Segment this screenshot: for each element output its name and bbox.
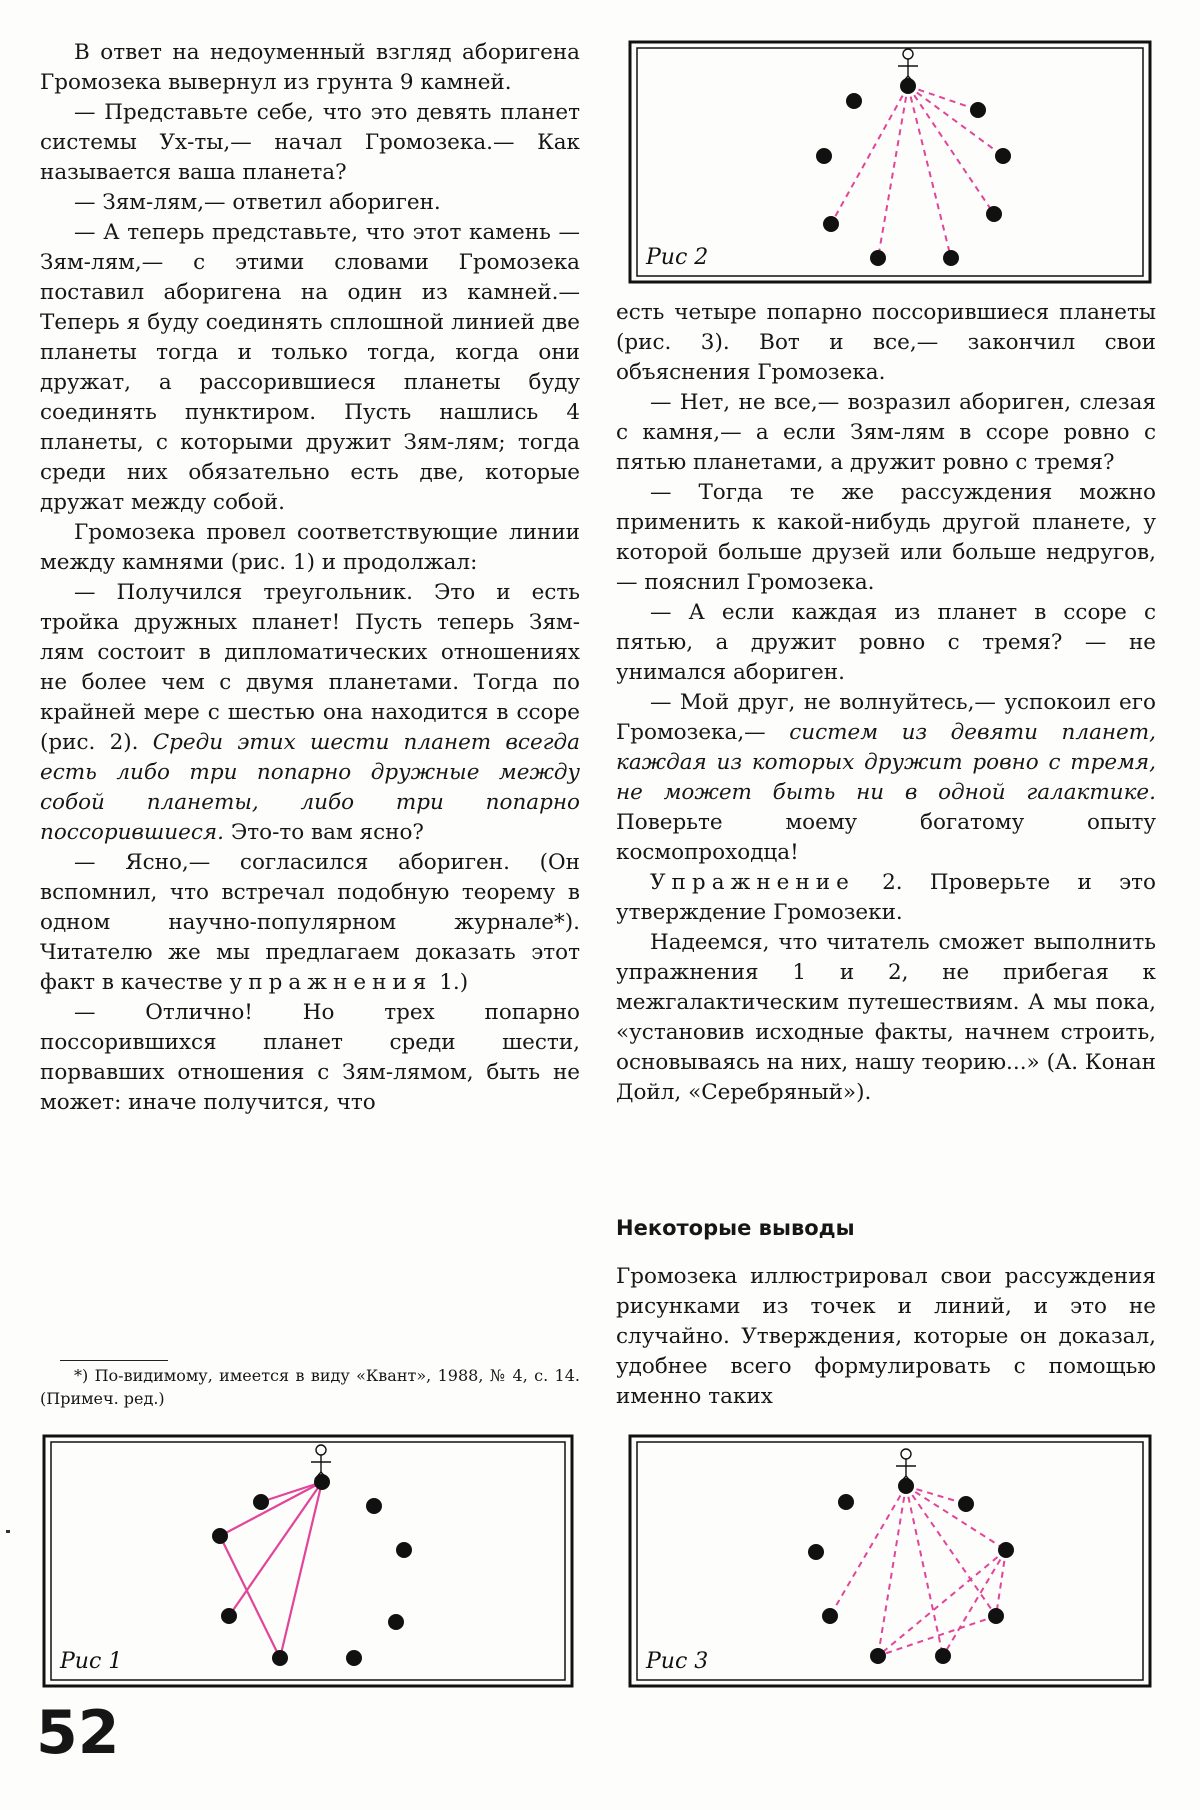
paragraph: [616, 388, 1156, 478]
right-column: [616, 298, 1156, 1108]
text-run: есть четыре попарно поссорившиеся планеты (рис. 3). Вот и все,— закончил свои объяснения Громозека.: [616, 300, 1156, 385]
footnote-rule: [60, 1360, 168, 1361]
section-paragraph: Громозека иллюстрировал свои рассуждения рисунками из точек и линий, и это не случайно. Утверждения, которые он доказал, удобнее всего формулировать с помощью именно таких: [616, 1264, 1156, 1409]
section-heading: Некоторые выводы: [616, 1216, 855, 1240]
paragraph: [40, 98, 580, 188]
planet: [272, 1650, 288, 1666]
text-run: В ответ на недоуменный взгляд аборигена Громозека вывернул из грунта 9 камней.: [40, 40, 580, 95]
figure-3-drawing: [626, 1430, 1156, 1692]
planet: [388, 1614, 404, 1630]
planet-zyam-lyam: [900, 78, 916, 94]
planet: [808, 1544, 824, 1560]
planet-zyam-lyam: [898, 1478, 914, 1494]
section-text: [616, 1262, 1156, 1412]
planet: [970, 102, 986, 118]
quarrel-line: [906, 1486, 1006, 1550]
planet: [958, 1496, 974, 1512]
footnote: *) По-видимому, имеется в виду «Квант», 1988, № 4, с. 14. (Примеч. ред.): [40, 1366, 580, 1408]
paragraph: [40, 218, 580, 518]
paragraph: [40, 578, 580, 848]
paragraph: [616, 478, 1156, 598]
planet: [995, 148, 1011, 164]
friend-line: [220, 1482, 322, 1536]
spaced-text: Упражнение: [650, 870, 855, 895]
quarrel-line: [906, 1486, 966, 1504]
text-run: Это-то вам ясно?: [224, 820, 424, 845]
paragraph: [616, 688, 1156, 868]
text-run: — Нет, не все,— возразил абориген, слезая с камня,— а если Зям-лям в ссоре ровно с пятью планетами, а дружит ровно с тремя?: [616, 390, 1156, 475]
paragraph: [616, 298, 1156, 388]
planet: [943, 250, 959, 266]
figure-3-label: Рис 3: [646, 1649, 709, 1674]
text-run: — Тогда те же рассуждения можно применить к какой-нибудь другой планете, у которой больше друзей или больше недругов,— пояснил Громозека.: [616, 480, 1156, 595]
quarrel-line: [943, 1550, 1006, 1656]
figure-1: [40, 1430, 578, 1692]
planet: [988, 1608, 1004, 1624]
quarrel-line: [878, 1616, 996, 1656]
quarrel-line: [878, 1486, 906, 1656]
figure-2-label: Рис 2: [646, 245, 709, 270]
friend-line: [229, 1482, 322, 1616]
figure-3-planets: [808, 1478, 1014, 1664]
friend-line: [280, 1482, 322, 1658]
figure-3-inner-frame: [637, 1442, 1143, 1680]
planet: [838, 1494, 854, 1510]
paragraph: [40, 38, 580, 98]
aborigine-icon: [898, 49, 918, 83]
aborigine-icon: [896, 1449, 916, 1483]
planet: [870, 1648, 886, 1664]
text-run: — А если каждая из планет в ссоре с пятью, а дружит ровно с тремя? — не унимался абориген.: [616, 600, 1156, 685]
quarrel-line: [878, 86, 908, 258]
paragraph: [616, 598, 1156, 688]
text-run: 2. Проверьте и это утверждение Громозеки.: [616, 870, 1156, 925]
text-run: Поверьте моему богатому опыту космопроходца!: [616, 810, 1156, 865]
planet: [396, 1542, 412, 1558]
text-run: — Мой друг, не волнуйтесь,— успокоил его Громозека,—: [616, 690, 1156, 745]
planet: [253, 1494, 269, 1510]
figure-3-quarrel-lines: [830, 1486, 1006, 1656]
planet: [986, 206, 1002, 222]
planet: [998, 1542, 1014, 1558]
figure-2-planets: [816, 78, 1011, 266]
figure-1-label: Рис 1: [60, 1649, 123, 1674]
figure-3: [626, 1430, 1156, 1692]
aborigine-icon: [311, 1445, 331, 1479]
figure-2-drawing: [626, 36, 1156, 288]
text-run: — Отлично! Но трех попарно поссорившихся планет среди шести, порвавших отношения с Зям-лямом, быть не может: иначе получится, что: [40, 1000, 580, 1115]
quarrel-line: [908, 86, 1003, 156]
figure-1-drawing: [40, 1430, 578, 1692]
text-run: 1.): [432, 970, 469, 995]
planet: [212, 1528, 228, 1544]
planet: [935, 1648, 951, 1664]
paragraph: [616, 868, 1156, 928]
paragraph: [40, 188, 580, 218]
left-column: [40, 38, 580, 1118]
spaced-text: упражнения: [229, 970, 433, 995]
text-run: Надеемся, что читатель сможет выполнить упражнения 1 и 2, не прибегая к межгалактическим путешествиям. А мы пока, «установив исходные факты, начнем строить, основываясь на них, нашу теорию...» (А. Конан Дойл, «Серебряный»).: [616, 930, 1156, 1105]
text-run: — Ясно,— согласился абориген. (Он вспомнил, что встречал подобную теорему в одном научно-популярном журнале*). Читателю же мы предлагаем доказать этот факт в качестве: [40, 850, 580, 995]
planet: [870, 250, 886, 266]
paragraph: [40, 848, 580, 998]
text-run: — Представьте себе, что это девять планет системы Ух-ты,— начал Громозека.— Как называется ваша планета?: [40, 100, 580, 185]
paragraph: [40, 518, 580, 578]
italic-text: систем из девяти планет, каждая из которых дружит ровно с тремя, не может быть ни в одной галактике.: [616, 720, 1156, 805]
figure-2: [626, 36, 1156, 288]
figure-2-inner-frame: [637, 48, 1143, 276]
planet: [822, 1608, 838, 1624]
text-run: — Получился треугольник. Это и есть тройка дружных планет! Пусть теперь Зям-лям состоит в дипломатических отношениях не более чем с двумя планетами. Тогда по крайней мере с шестью она находится в ссоре (рис. 2).: [40, 580, 580, 755]
figure-1-planets: [212, 1474, 412, 1666]
italic-text: Среди этих шести планет всегда есть либо три попарно дружные между собой планеты, либо три попарно поссорившиеся.: [40, 730, 580, 845]
quarrel-line: [878, 1550, 1006, 1656]
figure-1-frame: [44, 1436, 572, 1686]
planet: [366, 1498, 382, 1514]
figure-1-inner-frame: [51, 1442, 565, 1680]
text-run: — Зям-лям,— ответил абориген.: [74, 190, 441, 215]
page-number: 52: [36, 1698, 120, 1768]
margin-mark: [6, 1530, 10, 1533]
paragraph: [40, 998, 580, 1118]
text-run: Громозека провел соответствующие линии между камнями (рис. 1) и продолжал:: [40, 520, 580, 575]
text-run: — А теперь представьте, что этот камень — Зям-лям,— с этими словами Громозека поставил аборигена на один из камней.— Теперь я буду соединять сплошной линией две планеты тогда и только тогда, когда они дружат, а рассорившиеся планеты буду соединять пунктиром. Пусть нашлись 4 планеты, с которыми дружит Зям-лям; тогда среди них обязательно есть две, которые дружат между собой.: [40, 220, 580, 515]
figure-1-friend-lines: [220, 1482, 322, 1658]
planet: [816, 148, 832, 164]
planet: [823, 216, 839, 232]
planet: [346, 1650, 362, 1666]
paragraph: [616, 928, 1156, 1108]
quarrel-line: [908, 86, 978, 110]
planet: [221, 1608, 237, 1624]
planet: [846, 93, 862, 109]
quarrel-line: [906, 1486, 943, 1656]
